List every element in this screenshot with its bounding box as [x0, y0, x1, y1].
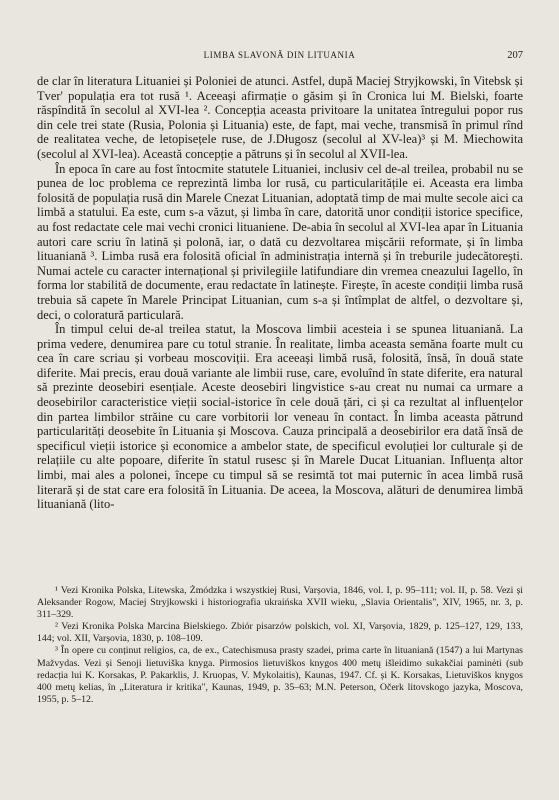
running-title: LIMBA SLAVONĂ DIN LITUANIA [203, 50, 356, 60]
page-header [36, 50, 523, 64]
page-number: 207 [507, 50, 523, 61]
paragraph: În timpul celui de-al treilea statut, la Moscova limbii acesteia i se spunea lituaniană. La prima vedere, denumirea pare cu totul stranie. În realitate, limba aceasta semăna foarte mult cu cea în care scriau și vorbeau moscoviții. Era aceeași limbă rusă, folosită, însă, în două state diferite. Mai precis, erau două variante ale limbii ruse, care, evoluînd în state diferite, era natural să prezinte deosebiri esențiale. Aceste deosebiri lingvistice s-au creat nu numai ca urmare a deosebirilor caracteristice vieții social-istorice în cele două țări, ci și ca rezultat al influențelor din partea limbilor străine cu care vorbitorii lor veneau în contact. În limba aceasta pătrund particularități deosebite în Lituania și Moscova. Cauza principală a deosebirilor era dată însă de specificul vieții istorice și economice a ambelor state, de specificul evoluției lor culturale și de relațiile cu alte popoare, diferite în statul rusesc și în Marele Ducat Lituanian. Influența altor limbi, mai ales a polonei, începe cu timpul să se resimtă tot mai puternic în acea limbă rusă literară și de stat care era folosită în Lituania. De aceea, la Moscova, alături de denumirea limbă lituaniană (lito- [37, 322, 523, 512]
paragraph: În epoca în care au fost întocmite statutele Lituaniei, inclusiv cel de-al treilea, probabil nu se punea de loc problema ce reprezintă limba lor rusă, cu particularitățile ei. Aceasta era limba folosită de populația rusă din Marele Cnezat Lituanian, adoptată timp de mai multe secole aici ca limbă a statului. Ea este, cum s-a văzut, și limba în care, datorită unor condiții istorice specifice, au fost redactate cele mai vechi cronici lituaniene. De-abia în secolul al XVI-lea apar în Lituania autori care scriu în latină și polonă, iar, o dată cu dezvoltarea mișcării reformate, și în limba lituaniană ³. Limba rusă era folosită oficial în administrația internă și în treburile judecătorești. Numai actele cu caracter internațional și privilegiile latifundiare din vremea cneazului Iagello, în forma lor stabilită de documente, erau redactate în latinește. Firește, în aceste condiții limba rusă trebuia să capete în Marele Principat Lituanian, cum s-a și întîmplat de altfel, o dezvoltare și, deci, o coloratură particulară. [37, 161, 523, 322]
footnote: ² Vezi Kronika Polska Marcina Bielskiego. Zbiór pisarzów polskich, vol. XI, Varșovia, 1829, p. 125–127, 129, 133, 144; vol. XII, Varșovia, 1830, p. 108–109. [37, 621, 523, 645]
paragraph: de clar în literatura Lituaniei și Poloniei de atunci. Astfel, după Maciej Stryjkowski, în Vitebsk și Tver' populația era tot rusă ¹. Aceeași afirmație o găsim și în Cronica lui M. Bielski, foarte răspîndită în secolul al XVI-lea ². Concepția aceasta privitoare la unitatea întregului popor rus din cele trei state (Rusia, Polonia și Lituania) este, de fapt, mai veche, transmisă în primul rînd de realitatea veche, de letopisețele ruse, de J.Długosz (secolul al XV-lea)³ și M. Miechowita (secolul al XVI-lea). Această concepție a pătruns și în secolul al XVII-lea. [37, 74, 523, 161]
footnotes [37, 585, 523, 706]
footnote: ³ În opere cu conținut religios, ca, de ex., Catechismusa prasty szadei, prima carte în lituaniană (1547) a lui Martynas Mažvydas. Vezi și Senoji lietuviška knyga. Pirmosios lietuviškos knygos 400 metų išleidimo sukakčiai paminėti (sub redacția lui K. Korsakas, P. Pakarklis, J. Kruopas, V. Mykolaitis), Kaunas, 1947. Cf. și K. Korsakas, Lietuviškos knygos 400 metų kelias, în „Literatura ir kritika", Kaunas, 1949, p. 35–63; M.N. Peterson, Očerk litovskogo jazyka, Moscova, 1955, p. 5–12. [37, 645, 523, 705]
main-text [37, 74, 523, 512]
footnote: ¹ Vezi Kronika Polska, Litewska, Żmódzka i wszystkiej Rusi, Varșovia, 1846, vol. I, p. 95–111; vol. II, p. 58. Vezi și Aleksander Rogow, Maciej Stryjkowski i historiografia ukraińska XVII wieku, „Slavia Orientalis", XIV, 1965, nr. 3, p. 311–329. [37, 585, 523, 621]
